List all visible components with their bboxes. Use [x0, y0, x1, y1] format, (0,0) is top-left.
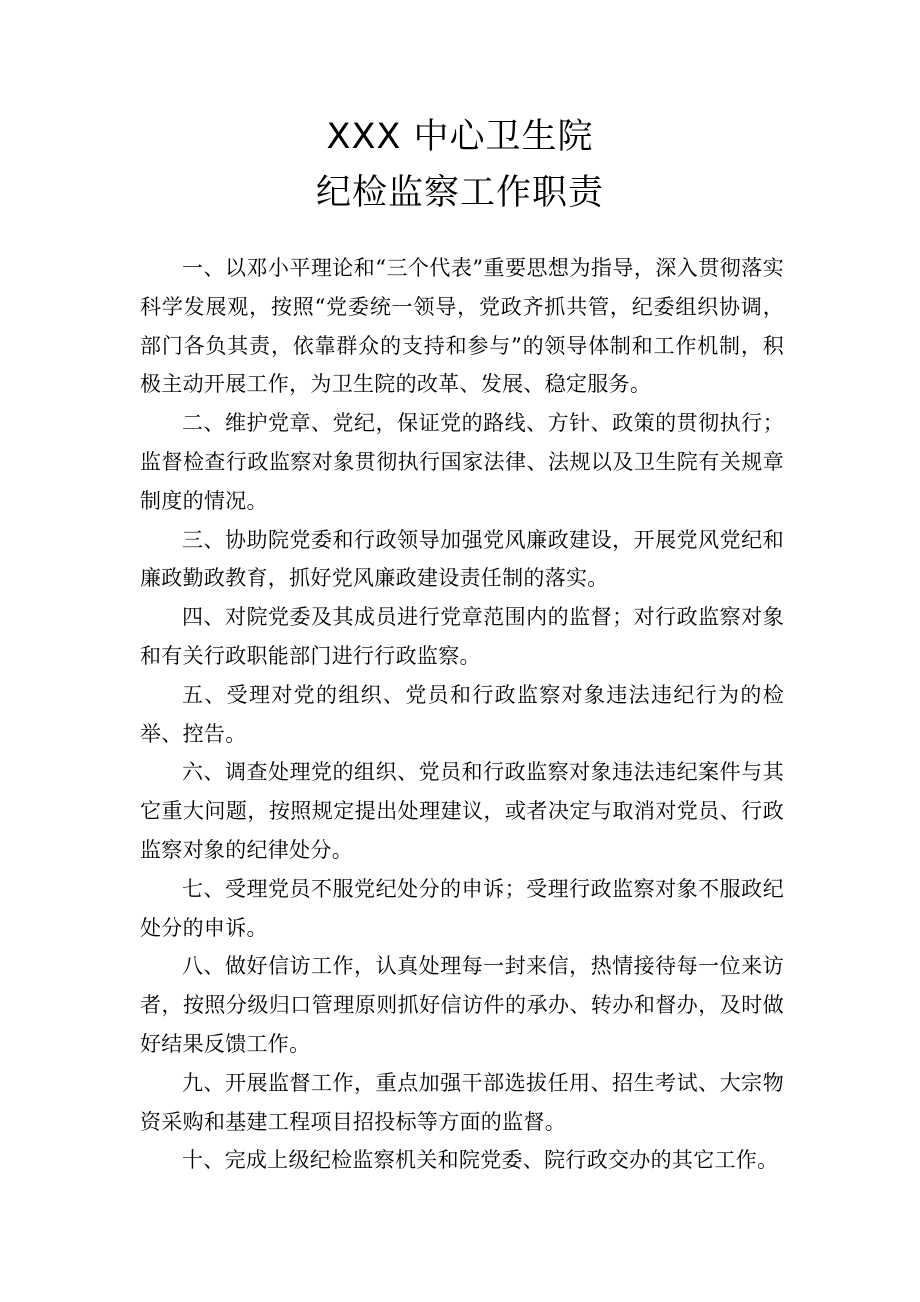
paragraph-3: 三、协助院党委和行政领导加强党风廉政建设，开展党风党纪和廉政勤政教育，抓好党风廉政建设责任制的落实。	[140, 527, 784, 591]
paragraph-1: 一、以邓小平理论和“三个代表”重要思想为指导，深入贯彻落实科学发展观，按照“党委统一领导，党政齐抓共管，纪委组织协调，部门各负其责，依靠群众的支持和参与”的领导体制和工作机制，积极主动开展工作，为卫生院的改革、发展、稳定服务。	[140, 256, 784, 397]
paragraph-5: 五、受理对党的组织、党员和行政监察对象违法违纪行为的检举、控告。	[140, 682, 784, 746]
paragraph-2: 二、维护党章、党纪，保证党的路线、方针、政策的贯彻执行；监督检查行政监察对象贯彻执行国家法律、法规以及卫生院有关规章制度的情况。	[140, 411, 784, 513]
document-body	[140, 249, 784, 1180]
paragraph-4: 四、对院党委及其成员进行党章范围内的监督；对行政监察对象和有关行政职能部门进行行政监察。	[140, 605, 784, 668]
title-line-1: XXX 中心卫生院	[326, 117, 594, 157]
paragraph-9: 九、开展监督工作，重点加强干部选拔任用、招生考试、大宗物资采购和基建工程项目招投标等方面的监督。	[140, 1070, 784, 1134]
document-title	[0, 112, 920, 218]
paragraph-10: 十、完成上级纪检监察机关和院党委、院行政交办的其它工作。	[182, 1148, 779, 1173]
paragraph-7: 七、受理党员不服党纪处分的申诉；受理行政监察对象不服政纪处分的申诉。	[140, 876, 784, 940]
title-line-2: 纪检监察工作职责	[315, 173, 604, 213]
paragraph-8: 八、做好信访工作，认真处理每一封来信，热情接待每一位来访者，按照分级归口管理原则抓好信访件的承办、转办和督办，及时做好结果反馈工作。	[140, 954, 784, 1056]
paragraph-6: 六、调查处理党的组织、党员和行政监察对象违法违纪案件与其它重大问题，按照规定提出处理建议，或者决定与取消对党员、行政监察对象的纪律处分。	[140, 760, 784, 862]
